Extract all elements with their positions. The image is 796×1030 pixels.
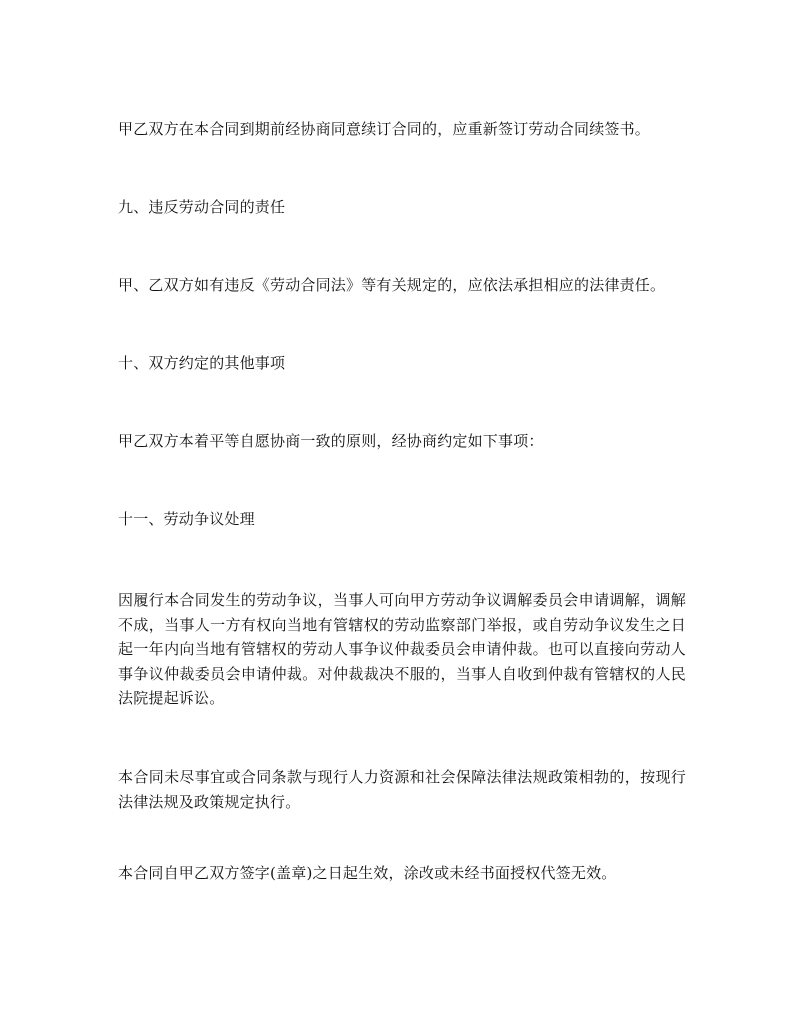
section-heading-9: 九、违反劳动合同的责任 <box>118 198 286 216</box>
section-heading-10: 十、双方约定的其他事项 <box>118 354 286 372</box>
paragraph-other-terms: 甲乙双方本着平等自愿协商一致的原则，经协商约定如下事项： <box>118 432 544 450</box>
paragraph-dispute-resolution: 因履行本合同发生的劳动争议，当事人可向甲方劳动争议调解委员会申请调解，调解不成，当事人一方有权向当地有管辖权的劳动监察部门举报，或自劳动争议发生之日起一年内向当地有管辖权的劳动人事争议仲裁委员会申请仲裁。也可以直接向劳动人事争议仲裁委员会申请仲裁。对仲裁裁决不服的，当事人自收到仲裁有管辖权的人民法院提起诉讼。 <box>118 591 686 707</box>
paragraph-renewal: 甲乙双方在本合同到期前经协商同意续订合同的，应重新签订劳动合同续签书。 <box>118 120 651 138</box>
paragraph-effective-date: 本合同自甲乙双方签字(盖章)之日起生效，涂改或未经书面授权代签无效。 <box>118 864 617 882</box>
section-heading-11: 十一、劳动争议处理 <box>118 510 255 528</box>
paragraph-liability: 甲、乙双方如有违反《劳动合同法》等有关规定的，应依法承担相应的法律责任。 <box>118 276 666 294</box>
paragraph-unspecified-matters: 本合同未尽事宜或合同条款与现行人力资源和社会保障法律法规政策相勃的，按现行法律法规及政策规定执行。 <box>118 768 686 811</box>
